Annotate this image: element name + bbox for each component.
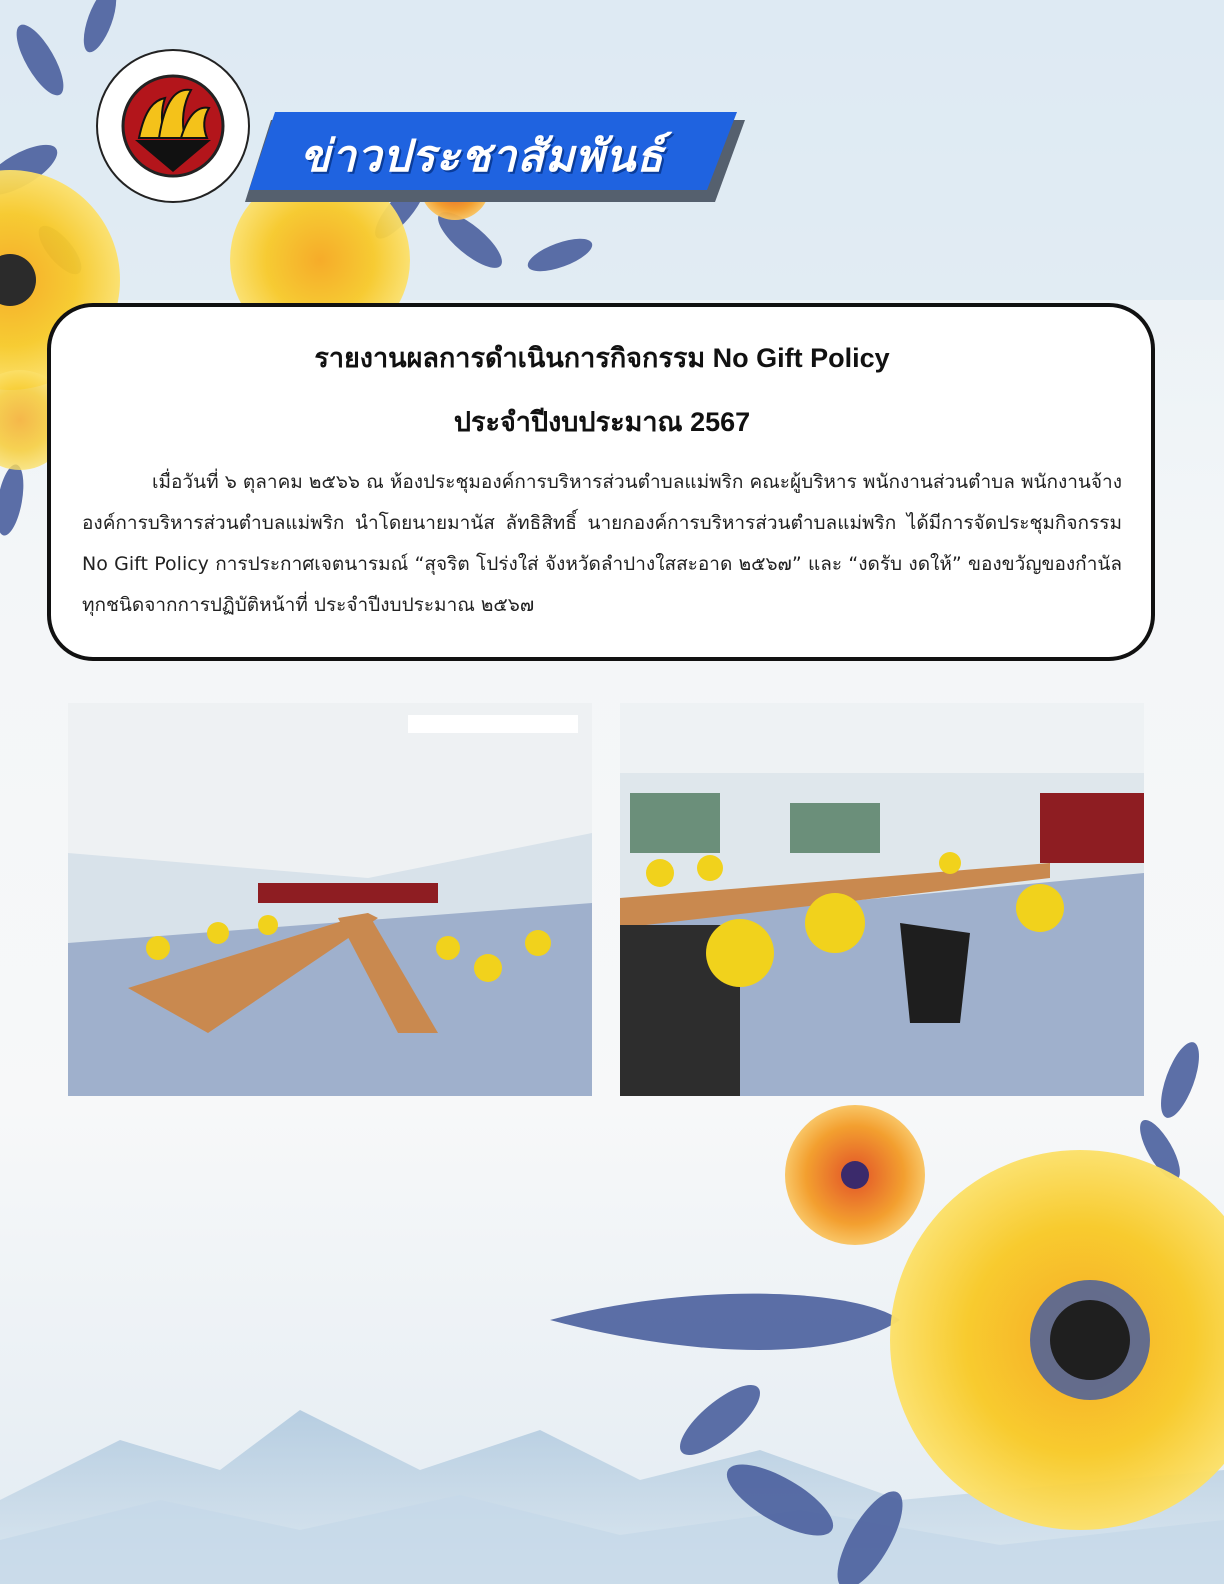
banner-title: ข่าวประชาสัมพันธ์ [300,131,665,182]
report-title: รายงานผลการดำเนินการกิจกรรม No Gift Policy [314,343,890,373]
report-subtitle: ประจำปีงบประมาณ 2567 [453,407,751,437]
meeting-photo-right [620,703,1144,1096]
organization-seal-icon [95,48,251,204]
meeting-room-photo-icon [68,703,592,1096]
report-body-text: เมื่อวันที่ ๖ ตุลาคม ๒๕๖๖ ณ ห้องประชุมองค์การบริหารส่วนตำบลแม่พริก คณะผู้บริหาร พนักงานส่วนตำบล พนักงานจ้างองค์การบริหารส่วนตำบลแม่พริก นำโดยนายมานัส ลัทธิสิทธิ์ นายกองค์การบริหารส่วนตำบลแม่พริก ได้มีการจัดประชุมกิจกรรม No Gift Policy การประกาศเจตนารมณ์ “สุจริต โปร่งใส่ จังหวัดลำปางใสสะอาด ๒๕๖๗” และ “งดรับ งดให้” ของขวัญของกำนัลทุกชนิดจากการปฏิบัติหน้าที่ ประจำปีงบประมาณ ๒๕๖๗ [82,471,1122,616]
meeting-room-photo-icon [620,703,1144,1096]
meeting-photo-left [68,703,592,1096]
